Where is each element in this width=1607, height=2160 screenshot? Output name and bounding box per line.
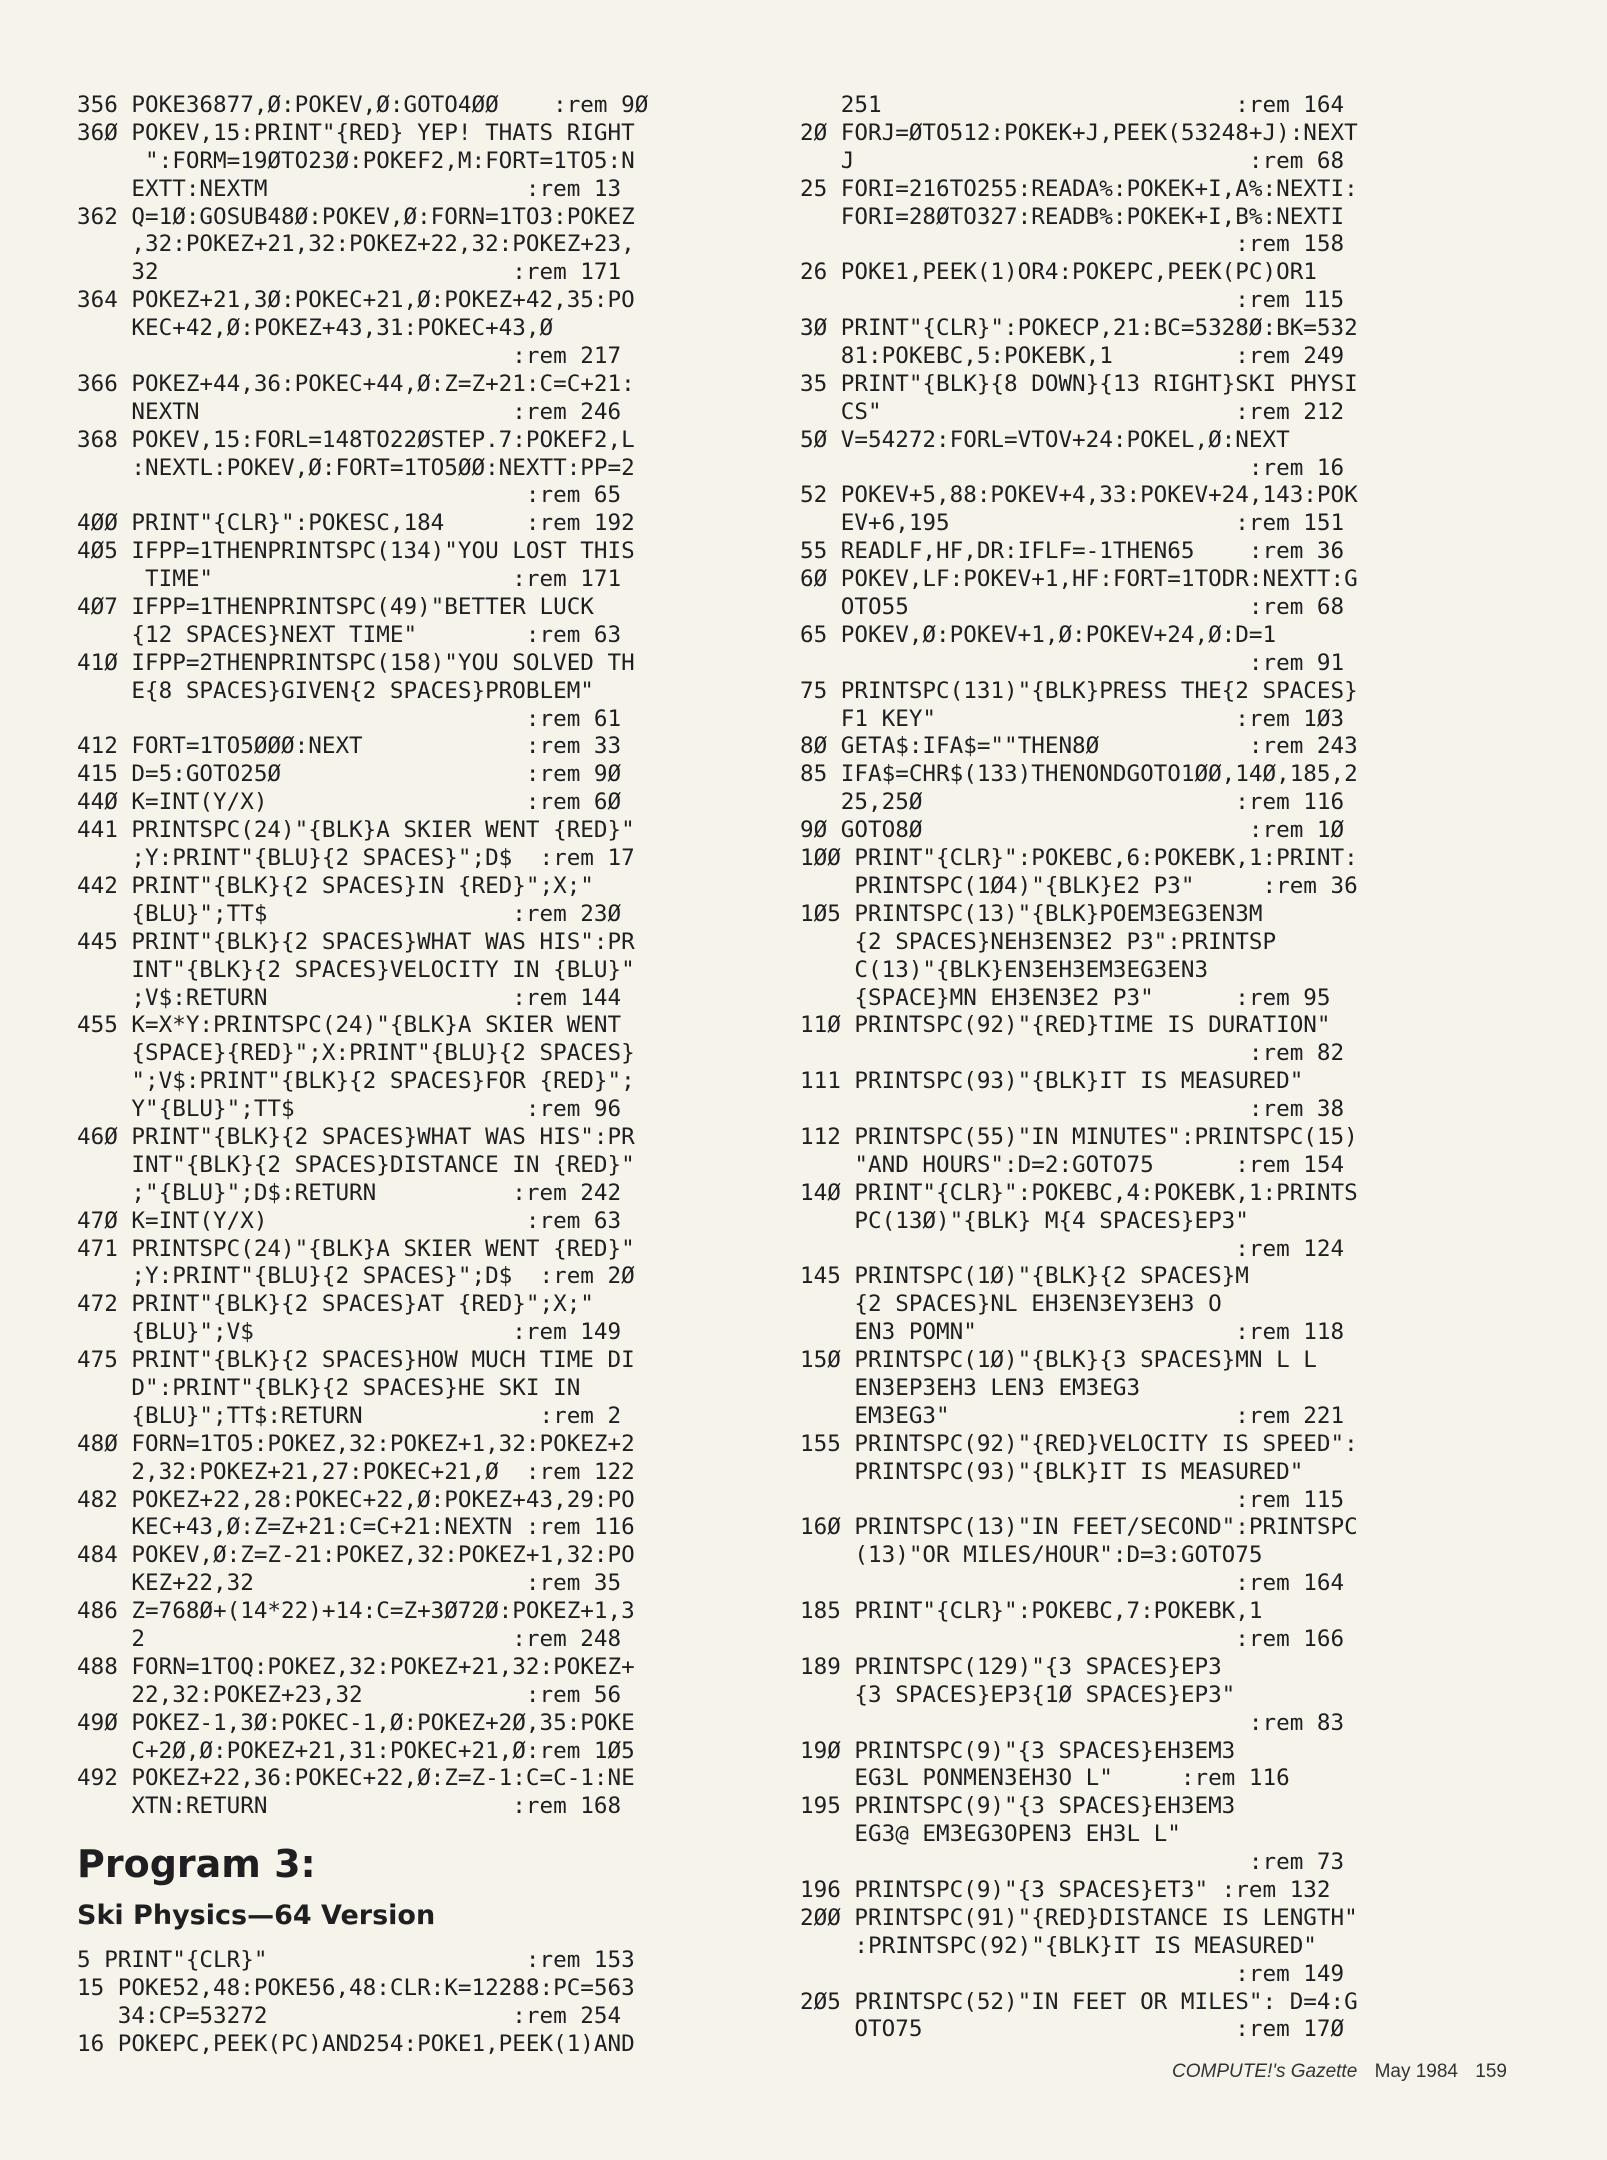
code-line: :rem 149 <box>800 1960 1345 1987</box>
code-line: 484 POKEV,Ø:Z=Z-21:POKEZ,32:POKEZ+1,32:PO <box>77 1542 635 1569</box>
code-line: E{8 SPACES}GIVEN{2 SPACES}PROBLEM" <box>77 677 594 704</box>
code-line: TIME" :rem 171 <box>77 566 622 593</box>
code-line: {2 SPACES}NL EH3EN3EY3EH3 O <box>800 1291 1222 1318</box>
code-line: "AND HOURS":D=2:GOTO75 :rem 154 <box>800 1151 1345 1178</box>
program-subtitle: Ski Physics—64 Version <box>77 1900 436 1932</box>
code-line: 111 PRINTSPC(93)"{BLK}IT IS MEASURED" <box>800 1068 1304 1095</box>
code-line: ;Y:PRINT"{BLU}{2 SPACES}";D$ :rem 17 <box>77 845 635 872</box>
code-line: NEXTN :rem 246 <box>77 398 622 425</box>
code-line: :PRINTSPC(92)"{BLK}IT IS MEASURED" <box>800 1932 1317 1959</box>
code-line: CS" :rem 212 <box>800 398 1345 425</box>
code-line: 195 PRINTSPC(9)"{3 SPACES}EH3EM3 <box>800 1793 1236 1820</box>
code-line: 3Ø PRINT"{CLR}":POKECP,21:BC=5328Ø:BK=532 <box>800 315 1358 342</box>
code-line: :rem 38 <box>800 1096 1345 1123</box>
code-line: 356 POKE36877,Ø:POKEV,Ø:GOTO4ØØ :rem 9Ø <box>77 92 649 118</box>
code-line: 2ØØ PRINTSPC(91)"{RED}DISTANCE IS LENGTH" <box>800 1904 1358 1931</box>
code-line: 81:POKEBC,5:POKEBK,1 :rem 249 <box>800 343 1345 370</box>
footer-page-number: 159 <box>1475 2061 1507 2082</box>
code-line: PRINTSPC(93)"{BLK}IT IS MEASURED" <box>800 1458 1304 1485</box>
code-line: 8Ø GETA$:IFA$=""THEN8Ø :rem 243 <box>800 733 1358 760</box>
code-line: :rem 73 <box>800 1849 1345 1876</box>
code-line: 5 PRINT"{CLR}" :rem 153 <box>77 1947 635 1974</box>
code-line: 16Ø PRINTSPC(13)"IN FEET/SECOND":PRINTSPC <box>800 1514 1358 1541</box>
code-line: :rem 65 <box>77 482 622 509</box>
code-line: :rem 91 <box>800 649 1345 676</box>
code-line: 25,25Ø :rem 116 <box>800 789 1345 816</box>
code-line: 441 PRINTSPC(24)"{BLK}A SKIER WENT {RED}" <box>77 817 635 844</box>
code-line: 412 FORT=1TO5ØØØ:NEXT :rem 33 <box>77 733 622 760</box>
code-line: 475 PRINT"{BLK}{2 SPACES}HOW MUCH TIME DI <box>77 1347 635 1374</box>
code-line: 145 PRINTSPC(1Ø)"{BLK}{2 SPACES}M <box>800 1263 1249 1290</box>
code-line: EN3EP3EH3 LEN3 EM3EG3 <box>800 1374 1141 1401</box>
code-line: 2Ø FORJ=ØTO512:POKEK+J,PEEK(53248+J):NEXT <box>800 119 1358 146</box>
code-line: :rem 115 <box>800 287 1345 314</box>
code-line: PRINTSPC(1Ø4)"{BLK}E2 P3" :rem 36 <box>800 872 1358 899</box>
code-line: 488 FORN=1TOQ:POKEZ,32:POKEZ+21,32:POKEZ+ <box>77 1653 635 1680</box>
code-line: 32 :rem 171 <box>77 259 622 286</box>
code-line: 46Ø PRINT"{BLK}{2 SPACES}WHAT WAS HIS":PR <box>77 1123 635 1150</box>
code-line: C(13)"{BLK}EN3EH3EM3EG3EN3 <box>800 956 1209 983</box>
code-line: 155 PRINTSPC(92)"{RED}VELOCITY IS SPEED": <box>800 1430 1358 1457</box>
code-line: 85 IFA$=CHR$(133)THENONDGOTO1ØØ,14Ø,185,2 <box>800 761 1358 788</box>
code-line: {BLU}";V$ :rem 149 <box>77 1319 622 1346</box>
footer-publication: COMPUTE!'s Gazette <box>1172 2061 1358 2082</box>
code-line: 189 PRINTSPC(129)"{3 SPACES}EP3 <box>800 1653 1222 1680</box>
code-line: ":FORM=19ØTO23Ø:POKEF2,M:FORT=1TO5:N <box>77 147 635 174</box>
code-line: 47Ø K=INT(Y/X) :rem 63 <box>77 1207 622 1234</box>
code-line: {SPACE}{RED}";X:PRINT"{BLU}{2 SPACES} <box>77 1040 635 1067</box>
code-line: PC(13Ø)"{BLK} M{4 SPACES}EP3" <box>800 1207 1249 1234</box>
code-line: :rem 158 <box>800 231 1345 258</box>
code-line: 6Ø POKEV,LF:POKEV+1,HF:FORT=1TODR:NEXTT:G <box>800 566 1358 593</box>
code-line: 4ØØ PRINT"{CLR}":POKESC,184 :rem 192 <box>77 510 635 537</box>
code-line: 366 POKEZ+44,36:POKEC+44,Ø:Z=Z+21:C=C+21: <box>77 370 635 397</box>
code-line: :rem 217 <box>77 343 622 370</box>
code-line: 185 PRINT"{CLR}":POKEBC,7:POKEBK,1 <box>800 1598 1263 1625</box>
code-line: {12 SPACES}NEXT TIME" :rem 63 <box>77 621 622 648</box>
code-line: ;Y:PRINT"{BLU}{2 SPACES}";D$ :rem 2Ø <box>77 1263 635 1290</box>
code-line: 41Ø IFPP=2THENPRINTSPC(158)"YOU SOLVED TH <box>77 649 635 676</box>
code-line: ";V$:PRINT"{BLK}{2 SPACES}FOR {RED}"; <box>77 1068 635 1095</box>
code-line: 362 Q=1Ø:GOSUB48Ø:POKEV,Ø:FORN=1TO3:POKEZ <box>77 203 635 230</box>
code-line: :NEXTL:POKEV,Ø:FORT=1TO5ØØ:NEXTT:PP=2 <box>77 454 635 481</box>
code-line: EM3EG3" :rem 221 <box>800 1402 1345 1429</box>
code-line: ;"{BLU}";D$:RETURN :rem 242 <box>77 1179 622 1206</box>
code-line: C+2Ø,Ø:POKEZ+21,31:POKEC+21,Ø:rem 1Ø5 <box>77 1737 635 1764</box>
code-line: :rem 115 <box>800 1486 1345 1513</box>
code-line: 15 POKE52,48:POKE56,48:CLR:K=12288:PC=563 <box>77 1975 635 2002</box>
program-heading <box>77 1837 777 1941</box>
code-line: D":PRINT"{BLK}{2 SPACES}HE SKI IN <box>77 1374 581 1401</box>
code-line: KEC+42,Ø:POKEZ+43,31:POKEC+43,Ø <box>77 315 554 342</box>
code-line: {BLU}";TT$ :rem 23Ø <box>77 900 622 927</box>
code-line: {SPACE}MN EH3EN3E2 P3" :rem 95 <box>800 984 1331 1011</box>
code-line: 2 :rem 248 <box>77 1625 622 1652</box>
code-line: 5Ø V=54272:FORL=VTOV+24:POKEL,Ø:NEXT <box>800 426 1290 453</box>
code-line: ,32:POKEZ+21,32:POKEZ+22,32:POKEZ+23, <box>77 231 635 258</box>
code-line: 55 READLF,HF,DR:IFLF=-1THEN65 :rem 36 <box>800 538 1345 565</box>
code-line: 25 FORI=216TO255:READA%:POKEK+I,A%:NEXTI: <box>800 175 1358 202</box>
code-line: :rem 61 <box>77 705 622 732</box>
code-line: XTN:RETURN :rem 168 <box>77 1793 622 1820</box>
code-line: ;V$:RETURN :rem 144 <box>77 984 622 1011</box>
code-line: :rem 164 <box>800 1570 1345 1597</box>
code-line: 2,32:POKEZ+21,27:POKEC+21,Ø :rem 122 <box>77 1458 635 1485</box>
code-line: KEC+43,Ø:Z=Z+21:C=C+21:NEXTN :rem 116 <box>77 1514 635 1541</box>
code-line: 52 POKEV+5,88:POKEV+4,33:POKEV+24,143:POK <box>800 482 1358 509</box>
code-line: OTO75 :rem 17Ø <box>800 2016 1345 2043</box>
code-line: 415 D=5:GOTO25Ø :rem 9Ø <box>77 761 622 788</box>
code-line: 196 PRINTSPC(9)"{3 SPACES}ET3" :rem 132 <box>800 1877 1331 1903</box>
code-line: OTO55 :rem 68 <box>800 594 1345 621</box>
code-line: 48Ø FORN=1TO5:POKEZ,32:POKEZ+1,32:POKEZ+2 <box>77 1430 635 1457</box>
right-column <box>800 92 1500 2044</box>
code-line: {BLU}";TT$:RETURN :rem 2 <box>77 1402 622 1429</box>
code-line: J :rem 68 <box>800 147 1345 174</box>
code-line: EG3L PONMEN3EH3O L" :rem 116 <box>800 1765 1290 1792</box>
code-line: 16 POKEPC,PEEK(PC)AND254:POKE1,PEEK(1)AND <box>77 2030 635 2057</box>
code-line: :rem 166 <box>800 1625 1345 1652</box>
code-line: KEZ+22,32 :rem 35 <box>77 1570 622 1597</box>
code-line: 26 POKE1,PEEK(1)OR4:POKEPC,PEEK(PC)OR1 <box>800 259 1317 286</box>
code-line: 65 POKEV,Ø:POKEV+1,Ø:POKEV+24,Ø:D=1 <box>800 621 1277 648</box>
code-line: 14Ø PRINT"{CLR}":POKEBC,4:POKEBK,1:PRINTS <box>800 1179 1358 1206</box>
code-line: EN3 POMN" :rem 118 <box>800 1319 1345 1346</box>
code-line: 368 POKEV,15:FORL=148TO22ØSTEP.7:POKEF2,L <box>77 426 635 453</box>
code-line: 22,32:POKEZ+23,32 :rem 56 <box>77 1681 622 1708</box>
code-line: 455 K=X*Y:PRINTSPC(24)"{BLK}A SKIER WENT <box>77 1012 622 1039</box>
code-line: F1 KEY" :rem 1Ø3 <box>800 705 1345 732</box>
code-line: 364 POKEZ+21,3Ø:POKEC+21,Ø:POKEZ+42,35:PO <box>77 287 635 314</box>
code-line: EXTT:NEXTM :rem 13 <box>77 175 622 202</box>
code-line: (13)"OR MILES/HOUR":D=3:GOTO75 <box>800 1542 1263 1569</box>
code-line: 486 Z=768Ø+(14*22)+14:C=Z+3Ø72Ø:POKEZ+1,3 <box>77 1598 635 1625</box>
code-line: :rem 16 <box>800 454 1345 481</box>
code-line: 19Ø PRINTSPC(9)"{3 SPACES}EH3EM3 <box>800 1737 1236 1764</box>
code-line: {2 SPACES}NEH3EN3E2 P3":PRINTSP <box>800 928 1277 955</box>
code-line: Y"{BLU}";TT$ :rem 96 <box>77 1096 622 1123</box>
code-line: 2Ø5 PRINTSPC(52)"IN FEET OR MILES": D=4:G <box>800 1988 1358 2015</box>
code-line: 445 PRINT"{BLK}{2 SPACES}WHAT WAS HIS":PR <box>77 928 635 955</box>
code-line: 35 PRINT"{BLK}{8 DOWN}{13 RIGHT}SKI PHYSI <box>800 370 1358 397</box>
code-line: 4Ø5 IFPP=1THENPRINTSPC(134)"YOU LOST THIS <box>77 538 635 565</box>
code-line: 34:CP=53272 :rem 254 <box>77 2003 622 2029</box>
code-line: 112 PRINTSPC(55)"IN MINUTES":PRINTSPC(15) <box>800 1123 1358 1150</box>
page-footer <box>1172 2061 1507 2083</box>
code-line: EV+6,195 :rem 151 <box>800 510 1345 537</box>
program-title: Program 3: <box>77 1842 316 1887</box>
code-line: :rem 82 <box>800 1040 1345 1067</box>
code-line: 49Ø POKEZ-1,3Ø:POKEC-1,Ø:POKEZ+2Ø,35:POKE <box>77 1709 635 1736</box>
code-line: 36Ø POKEV,15:PRINT"{RED} YEP! THATS RIGHT <box>77 119 635 146</box>
footer-date: May 1984 <box>1374 2061 1459 2082</box>
code-line: FORI=28ØTO327:READB%:POKEK+I,B%:NEXTI <box>800 203 1345 230</box>
left-column <box>77 92 777 2059</box>
code-line: :rem 83 <box>800 1709 1345 1736</box>
code-line: EG3@ EM3EG3OPEN3 EH3L L" <box>800 1821 1181 1848</box>
code-line: 471 PRINTSPC(24)"{BLK}A SKIER WENT {RED}" <box>77 1235 635 1262</box>
code-line: 44Ø K=INT(Y/X) :rem 6Ø <box>77 789 622 816</box>
code-line: 492 POKEZ+22,36:POKEC+22,Ø:Z=Z-1:C=C-1:NE <box>77 1765 635 1792</box>
code-line: INT"{BLK}{2 SPACES}VELOCITY IN {BLU}" <box>77 956 635 983</box>
code-line: 9Ø GOTO8Ø :rem 1Ø <box>800 817 1345 844</box>
code-line: 75 PRINTSPC(131)"{BLK}PRESS THE{2 SPACES} <box>800 677 1358 704</box>
code-line: 15Ø PRINTSPC(1Ø)"{BLK}{3 SPACES}MN L L <box>800 1347 1317 1374</box>
code-line: 482 POKEZ+22,28:POKEC+22,Ø:POKEZ+43,29:PO <box>77 1486 635 1513</box>
code-line: 442 PRINT"{BLK}{2 SPACES}IN {RED}";X;" <box>77 872 594 899</box>
code-line: 251 :rem 164 <box>800 92 1345 118</box>
code-line: 472 PRINT"{BLK}{2 SPACES}AT {RED}";X;" <box>77 1291 594 1318</box>
code-line: INT"{BLK}{2 SPACES}DISTANCE IN {RED}" <box>77 1151 635 1178</box>
code-line: 1ØØ PRINT"{CLR}":POKEBC,6:POKEBK,1:PRINT: <box>800 845 1358 872</box>
code-line: :rem 124 <box>800 1235 1345 1262</box>
code-line: 1Ø5 PRINTSPC(13)"{BLK}POEM3EG3EN3M <box>800 900 1263 927</box>
code-line: {3 SPACES}EP3{1Ø SPACES}EP3" <box>800 1681 1236 1708</box>
code-line: 11Ø PRINTSPC(92)"{RED}TIME IS DURATION" <box>800 1012 1331 1039</box>
code-line: 4Ø7 IFPP=1THENPRINTSPC(49)"BETTER LUCK <box>77 594 594 621</box>
